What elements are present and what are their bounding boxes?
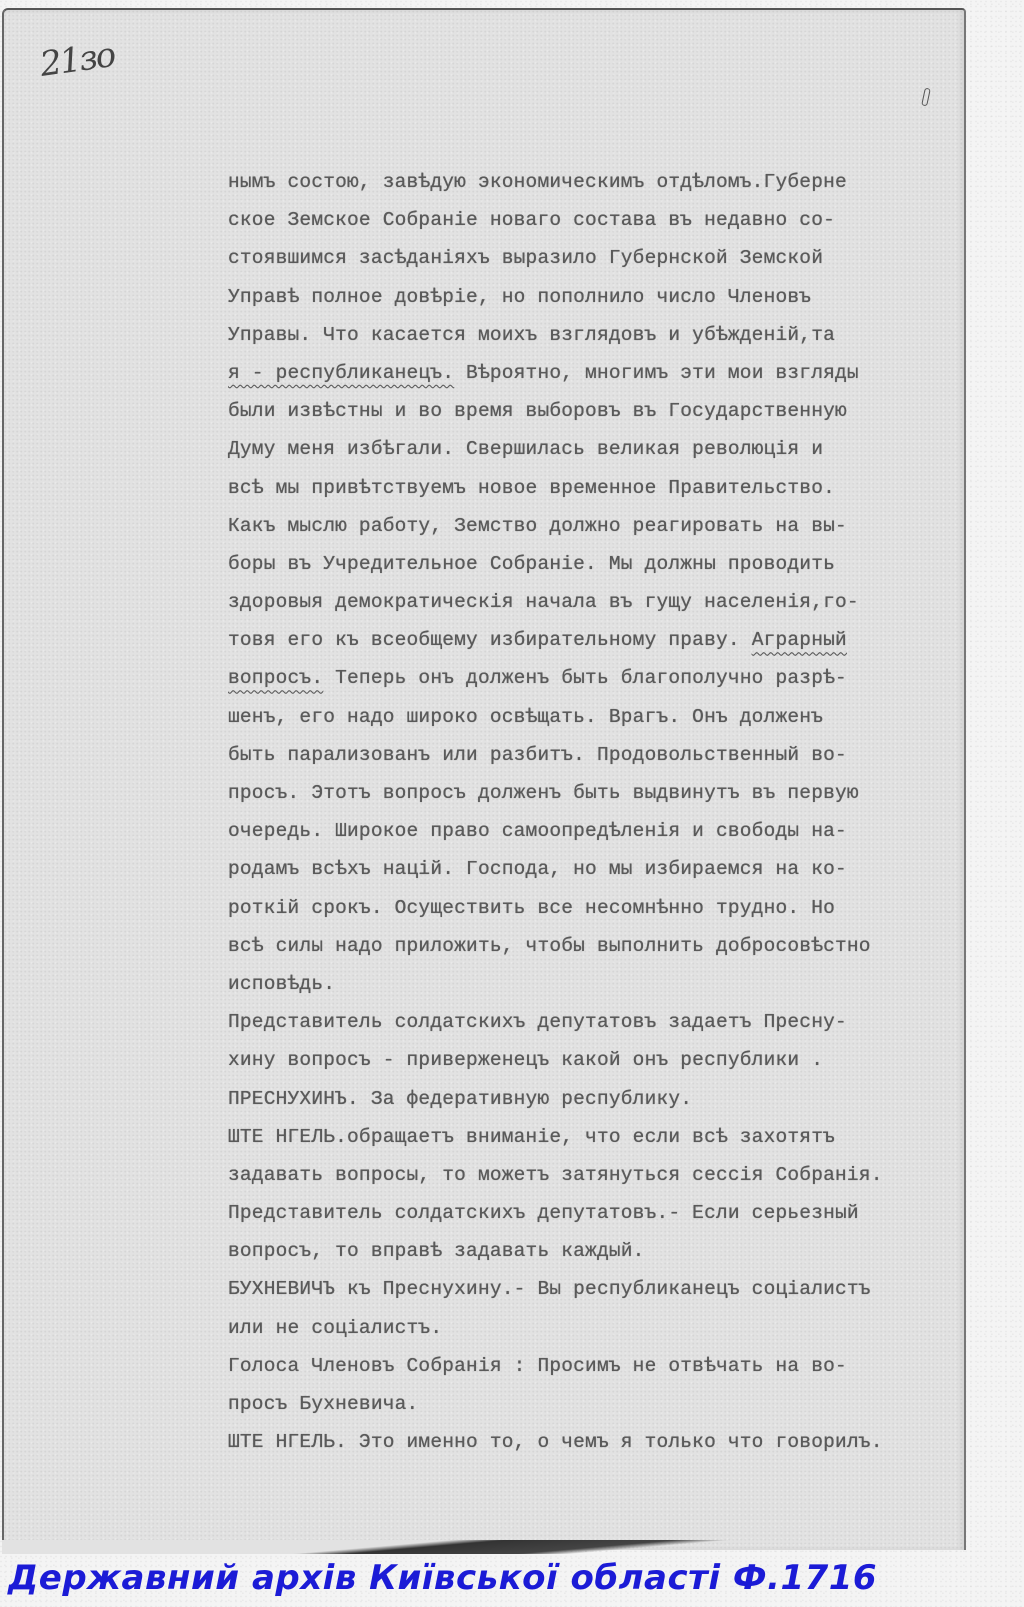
text-line — [228, 354, 928, 392]
text-line: задавать вопросы, то можетъ затянуться сессія Собранія. — [228, 1163, 883, 1186]
text-line: родамъ всѣхъ націй. Господа, но мы избираемся на ко- — [228, 858, 847, 881]
text-line: всѣ мы привѣтствуемъ новое временное Правительство. — [228, 476, 835, 499]
archive-caption: Державний архів Київської області Ф.1716 — [8, 1558, 878, 1598]
text-line: просъ Бухневича. — [228, 1393, 419, 1415]
text-line: Представитель солдатскихъ депутатовъ.- Если серьезный — [228, 1202, 859, 1225]
text-fragment: Теперь онъ долженъ быть благополучно разрѣ- — [323, 667, 847, 690]
underlined-phrase: вопросъ. — [228, 667, 324, 690]
text-line: ШТЕ НГЕЛЬ.обращаетъ вниманіе, что если всѣ захотятъ — [228, 1125, 835, 1148]
text-line: Голоса Членовъ Собранія : Просимъ не отвѣчать на во- — [228, 1354, 847, 1377]
text-line: Думу меня избѣгали. Свершилась великая революція и — [228, 438, 824, 461]
folio-number: 21зо — [37, 35, 117, 85]
text-line: нымъ состою, завѣдую экономическимъ отдѣломъ.Губерне — [228, 171, 847, 193]
text-line: ШТЕ НГЕЛЬ. Это именно то, о чемъ я только что говорилъ. — [228, 1431, 883, 1454]
text-line: хину вопросъ - приверженецъ какой онъ республики . — [228, 1049, 824, 1072]
text-line: ПРЕСНУХИНЪ. За федеративную республику. — [228, 1087, 693, 1110]
text-line: Управы. Что касается моихъ взглядовъ и убѣжденій,та — [228, 323, 835, 346]
text-line: шенъ, его надо широко освѣщать. Врагъ. Онъ долженъ — [228, 705, 824, 728]
text-line: быть парализованъ или разбитъ. Продовольственный во- — [228, 743, 847, 766]
text-line: здоровыя демократическія начала въ гущу населенія,го- — [228, 591, 859, 614]
underlined-phrase: Аграрный — [751, 629, 847, 652]
text-line: всѣ силы надо приложить, чтобы выполнить добросовѣстно — [228, 934, 871, 957]
text-line: Представитель солдатскихъ депутатовъ задаетъ Преснy- — [228, 1011, 847, 1034]
typewritten-text — [228, 163, 928, 1461]
text-line: боры въ Учредительное Собраніе. Мы должны проводить — [228, 552, 835, 575]
text-line: вопросъ, то вправѣ задавать каждый. — [228, 1240, 645, 1263]
text-line: БУХНЕВИЧЪ къ Преснухину.- Вы республиканецъ соціалистъ — [228, 1278, 871, 1301]
text-line: были извѣстны и во время выборовъ въ Государственную — [228, 400, 847, 423]
underlined-phrase: я - республиканецъ. — [228, 361, 455, 384]
text-line: ское Земское Собраніе новаго состава въ недавно со- — [228, 209, 835, 232]
page-bottom-edge — [2, 1540, 964, 1554]
text-line: просъ. Этотъ вопросъ долженъ быть выдвинутъ въ первую — [228, 782, 859, 804]
text-line — [228, 659, 928, 697]
text-line — [228, 621, 928, 659]
text-fragment: Вѣроятно, многимъ эти мои взгляды — [454, 361, 859, 384]
text-line: или не соціалистъ. — [228, 1316, 443, 1339]
text-line: роткій срокъ. Осуществить все несомнѣнно трудно. Но — [228, 896, 835, 919]
text-line: исповѣдь. — [228, 972, 336, 995]
text-line: очередь. Широкое право самоопредѣленія и свободы на- — [228, 820, 847, 843]
text-fragment: товя его къ всеобщему избирательному праву. — [228, 629, 752, 652]
text-line: Какъ мыслю работу, Земство должно реагировать на вы- — [228, 514, 847, 537]
text-line: стоявшимся засѣданіяхъ выразило Губернской Земской — [228, 247, 824, 270]
text-line: Управѣ полное довѣріе, но пополнило число Членовъ — [228, 285, 812, 308]
